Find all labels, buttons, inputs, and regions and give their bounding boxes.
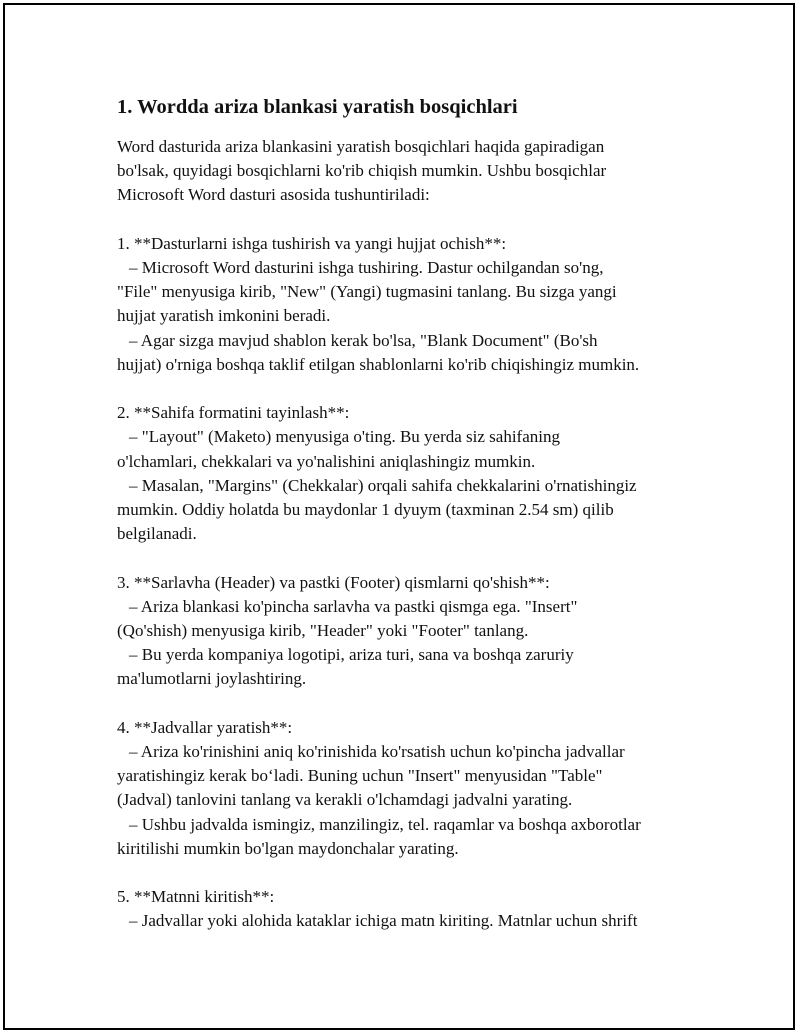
step-title: 4. **Jadvallar yaratish**:	[117, 717, 293, 737]
document-body	[117, 94, 717, 958]
step-title: 5. **Matnni kiritish**:	[117, 887, 275, 907]
text-line: o'lchamlari, chekkalari va yo'nalishini aniqlashingiz mumkin.	[117, 451, 536, 471]
bullet-line: – Ushbu jadvalda ismingiz, manzilingiz, tel. raqamlar va boshqa axborotlar	[129, 814, 641, 834]
step-5-paragraph	[117, 885, 717, 933]
text-line: hujjat) o'rniga boshqa taklif etilgan shablonlarni ko'rib chiqishingiz mumkin.	[117, 354, 640, 374]
text-line: ma'lumotlarni joylashtiring.	[117, 669, 307, 689]
step-title: 1. **Dasturlarni ishga tushirish va yangi hujjat ochish**:	[117, 233, 507, 253]
bullet-line: – Microsoft Word dasturini ishga tushiring. Dastur ochilgandan so'ng,	[129, 258, 604, 277]
step-2-paragraph	[117, 401, 717, 546]
text-line: Microsoft Word dasturi asosida tushuntiriladi:	[117, 185, 430, 205]
step-1-paragraph	[117, 232, 717, 377]
text-line: (Jadval) tanlovini tanlang va kerakli o'lchamdagi jadvalni yarating.	[117, 790, 573, 810]
bullet-line: – Jadvallar yoki alohida kataklar ichiga matn kiriting. Matnlar uchun shrift	[129, 911, 638, 931]
bullet-line: – Bu yerda kompaniya logotipi, ariza turi, sana va boshqa zaruriy	[129, 645, 574, 665]
text-line: "File" menyusiga kirib, "New" (Yangi) tugmasini tanlang. Bu sizga yangi	[117, 282, 617, 302]
step-3-paragraph	[117, 571, 717, 692]
bullet-line: – Masalan, "Margins" (Chekkalar) orqali sahifa chekkalarini o'rnatishingiz	[129, 475, 637, 495]
step-title: 3. **Sarlavha (Header) va pastki (Footer) qismlarni qo'shish**:	[117, 572, 550, 592]
intro-paragraph	[117, 135, 717, 208]
bullet-line: – Ariza ko'rinishini aniq ko'rinishida ko'rsatish uchun ko'pincha jadvallar	[129, 742, 625, 762]
document-heading: 1. Wordda ariza blankasi yaratish bosqichlari	[117, 96, 518, 118]
bullet-line: – Agar sizga mavjud shablon kerak bo'lsa, "Blank Document" (Bo'sh	[129, 330, 598, 350]
text-line: hujjat yaratish imkonini beradi.	[117, 306, 331, 326]
bullet-line: – Ariza blankasi ko'pincha sarlavha va pastki qismga ega. "Insert"	[129, 596, 578, 616]
bullet-line: – "Layout" (Maketo) menyusiga o'ting. Bu yerda siz sahifaning	[129, 427, 560, 447]
text-line: Word dasturida ariza blankasini yaratish bosqichlari haqida gapiradigan	[117, 137, 605, 156]
text-line: yaratishingiz kerak bo‘ladi. Buning uchun "Insert" menyusidan "Table"	[117, 766, 603, 786]
text-line: (Qo'shish) menyusiga kirib, "Header" yoki "Footer" tanlang.	[117, 621, 529, 641]
text-line: bo'lsak, quyidagi bosqichlarni ko'rib chiqish mumkin. Ushbu bosqichlar	[117, 161, 607, 181]
text-line: kiritilishi mumkin bo'lgan maydonchalar yarating.	[117, 838, 459, 858]
text-line: mumkin. Oddiy holatda bu maydonlar 1 dyuym (taxminan 2.54 sm) qilib	[117, 500, 614, 520]
step-4-paragraph	[117, 716, 717, 861]
step-title: 2. **Sahifa formatini tayinlash**:	[117, 403, 350, 423]
text-line: belgilanadi.	[117, 524, 197, 544]
